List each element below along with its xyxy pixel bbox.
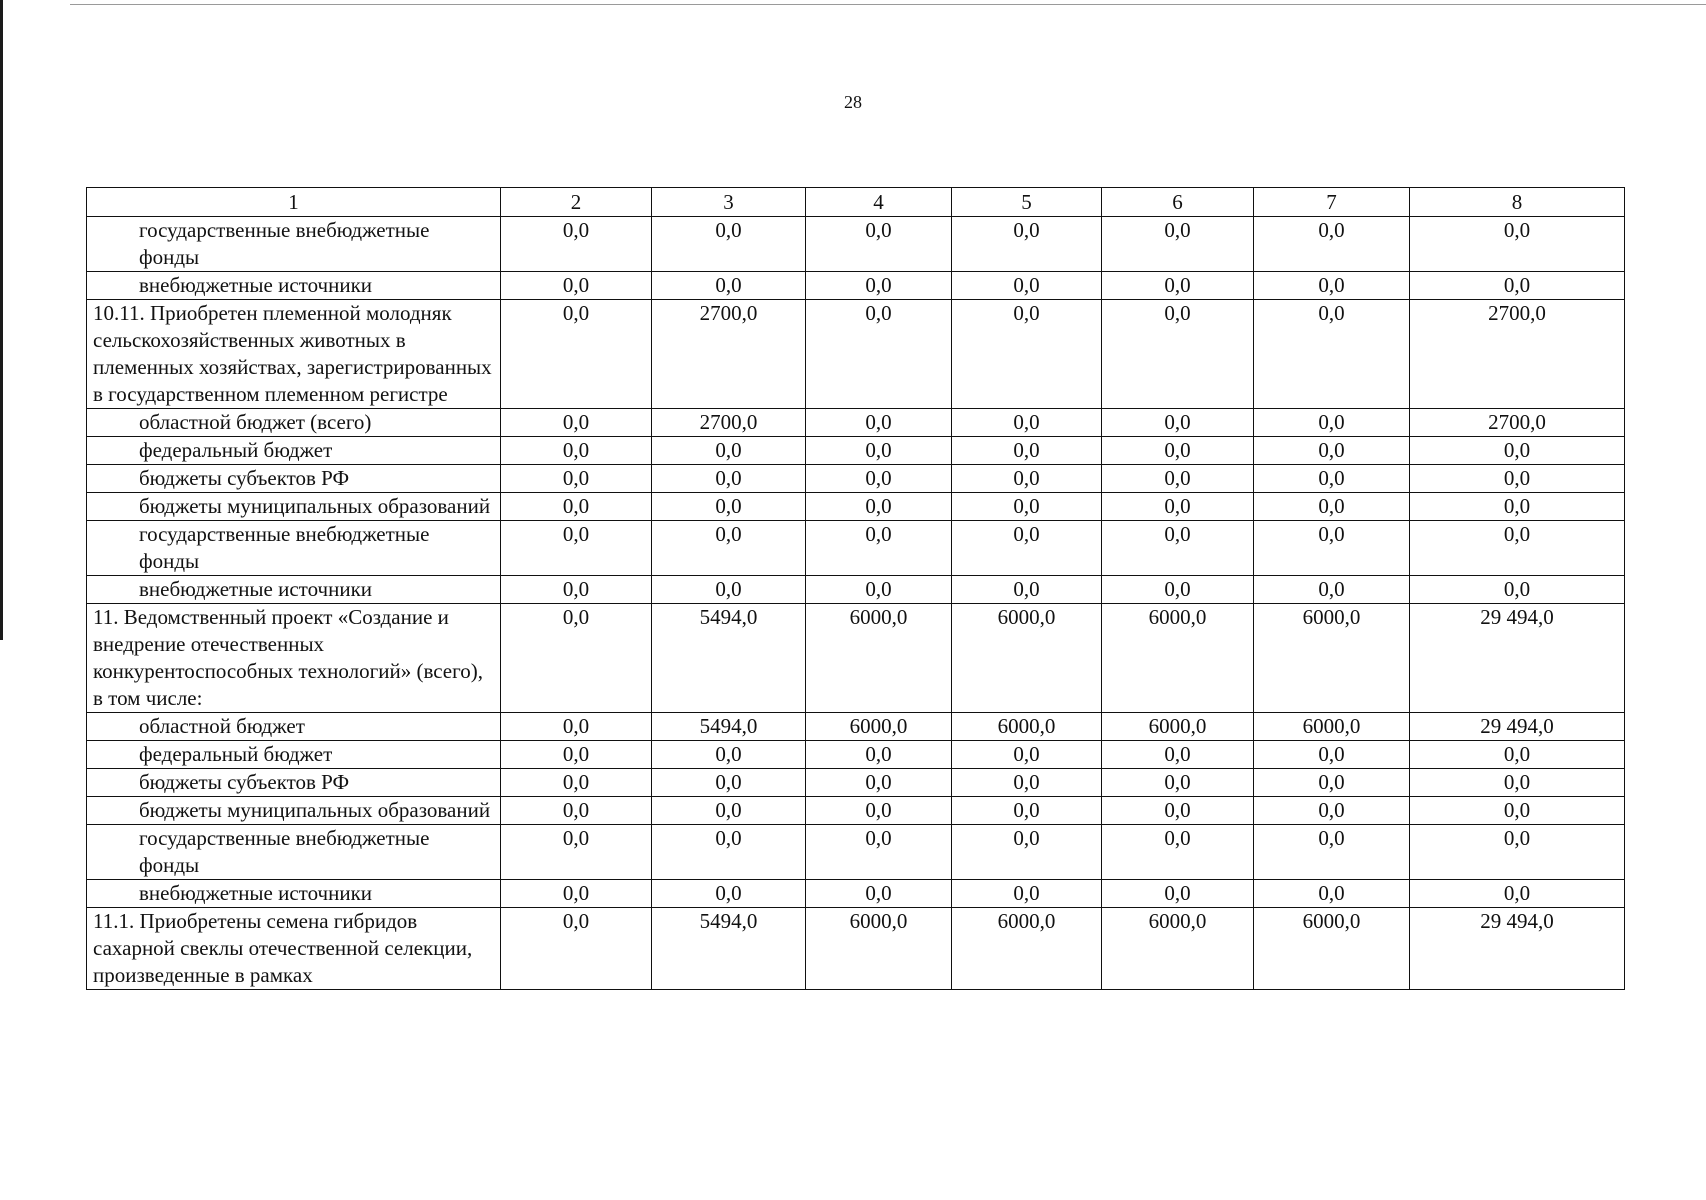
value-cell-col-7: 0,0 xyxy=(1254,465,1410,493)
value-cell-col-6: 6000,0 xyxy=(1102,604,1254,713)
value-cell-col-6: 0,0 xyxy=(1102,769,1254,797)
value-cell-col-7: 0,0 xyxy=(1254,272,1410,300)
value-cell-col-8: 0,0 xyxy=(1410,741,1625,769)
value-cell-col-6: 0,0 xyxy=(1102,300,1254,409)
value-cell-col-5: 6000,0 xyxy=(952,713,1102,741)
table-row xyxy=(87,713,1625,741)
value-cell-col-8: 0,0 xyxy=(1410,465,1625,493)
value-cell-col-7: 0,0 xyxy=(1254,300,1410,409)
table-row xyxy=(87,521,1625,576)
value-cell-col-7: 6000,0 xyxy=(1254,604,1410,713)
value-cell-col-3: 0,0 xyxy=(652,437,806,465)
table-row xyxy=(87,769,1625,797)
page-number: 28 xyxy=(844,92,862,112)
value-cell-col-8: 29 494,0 xyxy=(1410,713,1625,741)
scan-edge-top xyxy=(70,4,1706,5)
value-cell-col-5: 0,0 xyxy=(952,465,1102,493)
value-cell-col-3: 5494,0 xyxy=(652,604,806,713)
column-header-2: 2 xyxy=(501,188,652,217)
value-cell-col-7: 0,0 xyxy=(1254,880,1410,908)
value-cell-col-4: 0,0 xyxy=(806,825,952,880)
value-cell-col-3: 0,0 xyxy=(652,576,806,604)
value-cell-col-4: 0,0 xyxy=(806,409,952,437)
value-cell-col-8: 0,0 xyxy=(1410,797,1625,825)
value-cell-col-5: 0,0 xyxy=(952,576,1102,604)
value-cell-col-4: 0,0 xyxy=(806,300,952,409)
value-cell-col-8: 2700,0 xyxy=(1410,300,1625,409)
value-cell-col-4: 0,0 xyxy=(806,493,952,521)
value-cell-col-5: 0,0 xyxy=(952,493,1102,521)
value-cell-col-5: 0,0 xyxy=(952,521,1102,576)
value-cell-col-4: 6000,0 xyxy=(806,604,952,713)
value-cell-col-7: 0,0 xyxy=(1254,409,1410,437)
value-cell-col-4: 0,0 xyxy=(806,521,952,576)
value-cell-col-6: 0,0 xyxy=(1102,493,1254,521)
value-cell-col-8: 0,0 xyxy=(1410,825,1625,880)
value-cell-col-6: 0,0 xyxy=(1102,797,1254,825)
row-label: 11.1. Приобретены семена гибридов сахарной свеклы отечественной селекции, произведенные в рамках xyxy=(87,908,501,990)
column-header-1: 1 xyxy=(87,188,501,217)
value-cell-col-4: 0,0 xyxy=(806,880,952,908)
value-cell-col-7: 0,0 xyxy=(1254,493,1410,521)
value-cell-col-3: 0,0 xyxy=(652,272,806,300)
value-cell-col-4: 0,0 xyxy=(806,437,952,465)
row-label: бюджеты муниципальных образований xyxy=(87,797,501,825)
row-label: внебюджетные источники xyxy=(87,880,501,908)
row-label: государственные внебюджетные фонды xyxy=(87,521,501,576)
value-cell-col-4: 0,0 xyxy=(806,741,952,769)
table-row xyxy=(87,300,1625,409)
value-cell-col-8: 2700,0 xyxy=(1410,409,1625,437)
value-cell-col-7: 0,0 xyxy=(1254,437,1410,465)
column-header-3: 3 xyxy=(652,188,806,217)
value-cell-col-6: 0,0 xyxy=(1102,880,1254,908)
value-cell-col-5: 0,0 xyxy=(952,217,1102,272)
value-cell-col-3: 2700,0 xyxy=(652,409,806,437)
value-cell-col-2: 0,0 xyxy=(501,825,652,880)
row-label: государственные внебюджетные фонды xyxy=(87,825,501,880)
budget-table xyxy=(86,187,1625,990)
row-label: внебюджетные источники xyxy=(87,272,501,300)
value-cell-col-6: 0,0 xyxy=(1102,825,1254,880)
row-label: бюджеты субъектов РФ xyxy=(87,465,501,493)
row-label: областной бюджет xyxy=(87,713,501,741)
value-cell-col-2: 0,0 xyxy=(501,493,652,521)
row-label: 10.11. Приобретен племенной молодняк сельскохозяйственных животных в племенных хозяйствах, зарегистрированных в государственном племенном регистре xyxy=(87,300,501,409)
value-cell-col-2: 0,0 xyxy=(501,908,652,990)
table-row xyxy=(87,604,1625,713)
value-cell-col-8: 0,0 xyxy=(1410,493,1625,521)
value-cell-col-3: 0,0 xyxy=(652,741,806,769)
column-header-4: 4 xyxy=(806,188,952,217)
value-cell-col-8: 0,0 xyxy=(1410,576,1625,604)
value-cell-col-2: 0,0 xyxy=(501,437,652,465)
table-row xyxy=(87,409,1625,437)
value-cell-col-5: 0,0 xyxy=(952,741,1102,769)
value-cell-col-3: 0,0 xyxy=(652,769,806,797)
value-cell-col-8: 0,0 xyxy=(1410,272,1625,300)
value-cell-col-5: 0,0 xyxy=(952,272,1102,300)
value-cell-col-5: 0,0 xyxy=(952,825,1102,880)
row-label: бюджеты субъектов РФ xyxy=(87,769,501,797)
value-cell-col-4: 0,0 xyxy=(806,797,952,825)
value-cell-col-7: 0,0 xyxy=(1254,797,1410,825)
value-cell-col-4: 0,0 xyxy=(806,217,952,272)
value-cell-col-2: 0,0 xyxy=(501,217,652,272)
value-cell-col-2: 0,0 xyxy=(501,576,652,604)
value-cell-col-2: 0,0 xyxy=(501,521,652,576)
value-cell-col-3: 5494,0 xyxy=(652,908,806,990)
value-cell-col-5: 6000,0 xyxy=(952,604,1102,713)
value-cell-col-6: 0,0 xyxy=(1102,217,1254,272)
value-cell-col-2: 0,0 xyxy=(501,300,652,409)
value-cell-col-8: 29 494,0 xyxy=(1410,908,1625,990)
value-cell-col-4: 0,0 xyxy=(806,272,952,300)
value-cell-col-6: 6000,0 xyxy=(1102,908,1254,990)
value-cell-col-3: 5494,0 xyxy=(652,713,806,741)
value-cell-col-5: 0,0 xyxy=(952,409,1102,437)
value-cell-col-5: 0,0 xyxy=(952,769,1102,797)
row-label: бюджеты муниципальных образований xyxy=(87,493,501,521)
value-cell-col-5: 6000,0 xyxy=(952,908,1102,990)
column-header-8: 8 xyxy=(1410,188,1625,217)
table-row xyxy=(87,493,1625,521)
value-cell-col-3: 0,0 xyxy=(652,825,806,880)
value-cell-col-3: 0,0 xyxy=(652,493,806,521)
value-cell-col-2: 0,0 xyxy=(501,713,652,741)
column-header-6: 6 xyxy=(1102,188,1254,217)
table-row xyxy=(87,797,1625,825)
value-cell-col-4: 6000,0 xyxy=(806,908,952,990)
row-label: федеральный бюджет xyxy=(87,741,501,769)
value-cell-col-7: 0,0 xyxy=(1254,576,1410,604)
table-row xyxy=(87,272,1625,300)
value-cell-col-7: 0,0 xyxy=(1254,741,1410,769)
value-cell-col-2: 0,0 xyxy=(501,797,652,825)
value-cell-col-4: 6000,0 xyxy=(806,713,952,741)
value-cell-col-6: 6000,0 xyxy=(1102,713,1254,741)
value-cell-col-2: 0,0 xyxy=(501,741,652,769)
value-cell-col-4: 0,0 xyxy=(806,576,952,604)
table-header-row xyxy=(87,188,1625,217)
value-cell-col-2: 0,0 xyxy=(501,465,652,493)
value-cell-col-6: 0,0 xyxy=(1102,437,1254,465)
value-cell-col-2: 0,0 xyxy=(501,272,652,300)
value-cell-col-5: 0,0 xyxy=(952,797,1102,825)
value-cell-col-6: 0,0 xyxy=(1102,576,1254,604)
value-cell-col-2: 0,0 xyxy=(501,604,652,713)
value-cell-col-7: 0,0 xyxy=(1254,825,1410,880)
table-row xyxy=(87,908,1625,990)
value-cell-col-8: 0,0 xyxy=(1410,880,1625,908)
value-cell-col-6: 0,0 xyxy=(1102,465,1254,493)
value-cell-col-5: 0,0 xyxy=(952,437,1102,465)
row-label: областной бюджет (всего) xyxy=(87,409,501,437)
row-label: государственные внебюджетные фонды xyxy=(87,217,501,272)
value-cell-col-3: 0,0 xyxy=(652,465,806,493)
value-cell-col-7: 0,0 xyxy=(1254,769,1410,797)
row-label: внебюджетные источники xyxy=(87,576,501,604)
value-cell-col-2: 0,0 xyxy=(501,409,652,437)
value-cell-col-8: 0,0 xyxy=(1410,437,1625,465)
value-cell-col-8: 29 494,0 xyxy=(1410,604,1625,713)
value-cell-col-7: 0,0 xyxy=(1254,217,1410,272)
row-label: 11. Ведомственный проект «Создание и внедрение отечественных конкурентоспособных технологий» (всего), в том числе: xyxy=(87,604,501,713)
value-cell-col-7: 6000,0 xyxy=(1254,713,1410,741)
value-cell-col-3: 0,0 xyxy=(652,521,806,576)
value-cell-col-4: 0,0 xyxy=(806,769,952,797)
value-cell-col-2: 0,0 xyxy=(501,880,652,908)
value-cell-col-6: 0,0 xyxy=(1102,272,1254,300)
value-cell-col-6: 0,0 xyxy=(1102,521,1254,576)
value-cell-col-4: 0,0 xyxy=(806,465,952,493)
row-label: федеральный бюджет xyxy=(87,437,501,465)
value-cell-col-3: 0,0 xyxy=(652,797,806,825)
value-cell-col-8: 0,0 xyxy=(1410,521,1625,576)
table-row xyxy=(87,437,1625,465)
column-header-7: 7 xyxy=(1254,188,1410,217)
value-cell-col-5: 0,0 xyxy=(952,300,1102,409)
table-row xyxy=(87,465,1625,493)
value-cell-col-7: 6000,0 xyxy=(1254,908,1410,990)
table-row xyxy=(87,576,1625,604)
value-cell-col-5: 0,0 xyxy=(952,880,1102,908)
value-cell-col-3: 2700,0 xyxy=(652,300,806,409)
value-cell-col-8: 0,0 xyxy=(1410,769,1625,797)
table-row xyxy=(87,880,1625,908)
value-cell-col-2: 0,0 xyxy=(501,769,652,797)
value-cell-col-7: 0,0 xyxy=(1254,521,1410,576)
table-row xyxy=(87,217,1625,272)
value-cell-col-6: 0,0 xyxy=(1102,409,1254,437)
value-cell-col-3: 0,0 xyxy=(652,217,806,272)
value-cell-col-8: 0,0 xyxy=(1410,217,1625,272)
table-row xyxy=(87,741,1625,769)
value-cell-col-3: 0,0 xyxy=(652,880,806,908)
table-body xyxy=(87,217,1625,990)
table-row xyxy=(87,825,1625,880)
value-cell-col-6: 0,0 xyxy=(1102,741,1254,769)
column-header-5: 5 xyxy=(952,188,1102,217)
